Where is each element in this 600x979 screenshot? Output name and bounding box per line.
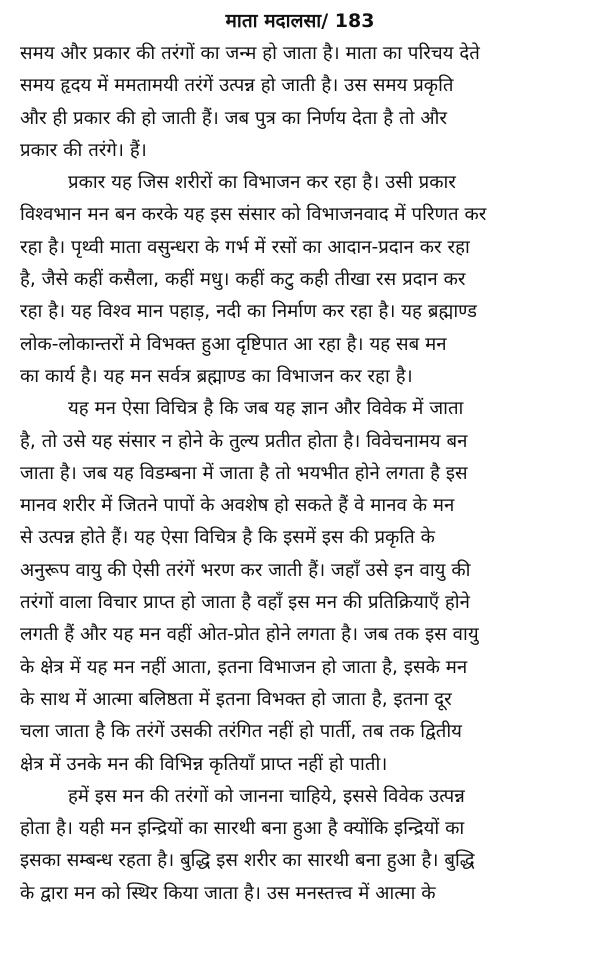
running-header: माता मदालसा/ 183	[225, 10, 375, 32]
text-line: प्रकार यह जिस शरीरों का विभाजन कर रहा है। उसी प्रकार	[68, 172, 456, 194]
text-line: समय और प्रकार की तरंगों का जन्म हो जाता है। माता का परिचय देते	[20, 43, 480, 64]
text-line: और ही प्रकार की हो जाती हैं। जब पुत्र का निर्णय देता है तो और	[20, 107, 447, 129]
text-line: प्रकार की तरंगे। हैं।	[20, 139, 147, 161]
text-line: के द्वारा मन को स्थिर किया जाता है। उस मनस्तत्त्व में आत्मा के	[20, 882, 436, 904]
text-line: यह मन ऐसा विचित्र है कि जब यह ज्ञान और विवेक में जाता	[68, 398, 464, 420]
text-line: क्षेत्र में उनके मन की विभिन्न कृतियाँ प्राप्त नहीं हो पाती।	[20, 753, 388, 775]
text-line: जाता है। जब यह विडम्बना में जाता है तो भयभीत होने लगता है इस	[20, 462, 468, 484]
text-line: रहा है। यह विश्व मान पहाड़, नदी का निर्माण कर रहा है। यह ब्रह्माण्ड	[20, 301, 477, 323]
text-line: का कार्य है। यह मन सर्वत्र ब्रह्माण्ड का विभाजन कर रहा है।	[20, 365, 413, 387]
paragraph-1	[20, 38, 580, 167]
paragraph-2	[20, 167, 580, 393]
text-line: होता है। यही मन इन्द्रियों का सारथी बना हुआ है क्योंकि इन्द्रियों का	[20, 818, 465, 840]
text-line: है, जैसे कहीं कसैला, कहीं मधु। कहीं कटु कही तीखा रस प्रदान कर	[20, 269, 466, 291]
text-line: अनुरूप वायु की ऐसी तरंगें भरण कर जाती हैं। जहाँ उसे इन वायु की	[20, 559, 471, 581]
text-line: विश्वभान मन बन करके यह इस संसार को विभाजनवाद में परिणत कर	[20, 204, 487, 226]
text-line: के क्षेत्र में यह मन नहीं आता, इतना विभाजन हो जाता है, इसके मन	[20, 656, 468, 678]
text-line: रहा है। पृथ्वी माता वसुन्धरा के गर्भ में रसों का आदान-प्रदान कर रहा	[20, 236, 470, 258]
text-line: के साथ में आत्मा बलिष्ठता में इतना विभक्त हो जाता है, इतना दूर	[20, 688, 452, 710]
text-line: लोक-लोकान्तरों मे विभक्त हुआ दृष्टिपात आ रहा है। यह सब मन	[20, 333, 447, 355]
paragraph-4	[20, 781, 580, 910]
text-line: है, तो उसे यह संसार न होने के तुल्य प्रतीत होता है। विवेचनामय बन	[20, 430, 468, 452]
text-line: इसका सम्बन्ध रहता है। बुद्धि इस शरीर का सारथी बना हुआ है। बुद्धि	[20, 850, 475, 872]
text-line: समय हृदय में ममतामयी तरंगें उत्पन्न हो जाती है। उस समय प्रकृति	[20, 75, 454, 97]
text-line: लगती हैं और यह मन वहीं ओत-प्रोत होने लगता है। जब तक इस वायु	[20, 624, 479, 646]
text-line: तरंगों वाला विचार प्राप्त हो जाता है वहाँ इस मन की प्रतिक्रियाएँ होने	[20, 592, 470, 614]
text-line: से उत्पन्न होते हैं। यह ऐसा विचित्र है कि इसमें इस की प्रकृति के	[20, 527, 435, 549]
text-line: हमें इस मन की तरंगों को जानना चाहिये, इससे विवेक उत्पन्न	[68, 785, 465, 807]
paragraph-3	[20, 393, 580, 781]
text-line: चला जाता है कि तरंगें उसकी तरंगित नहीं हो पार्ती, तब तक द्वितीय	[20, 721, 462, 743]
text-line: मानव शरीर में जितने पापों के अवशेष हो सकते हैं वे मानव के मन	[20, 495, 455, 517]
